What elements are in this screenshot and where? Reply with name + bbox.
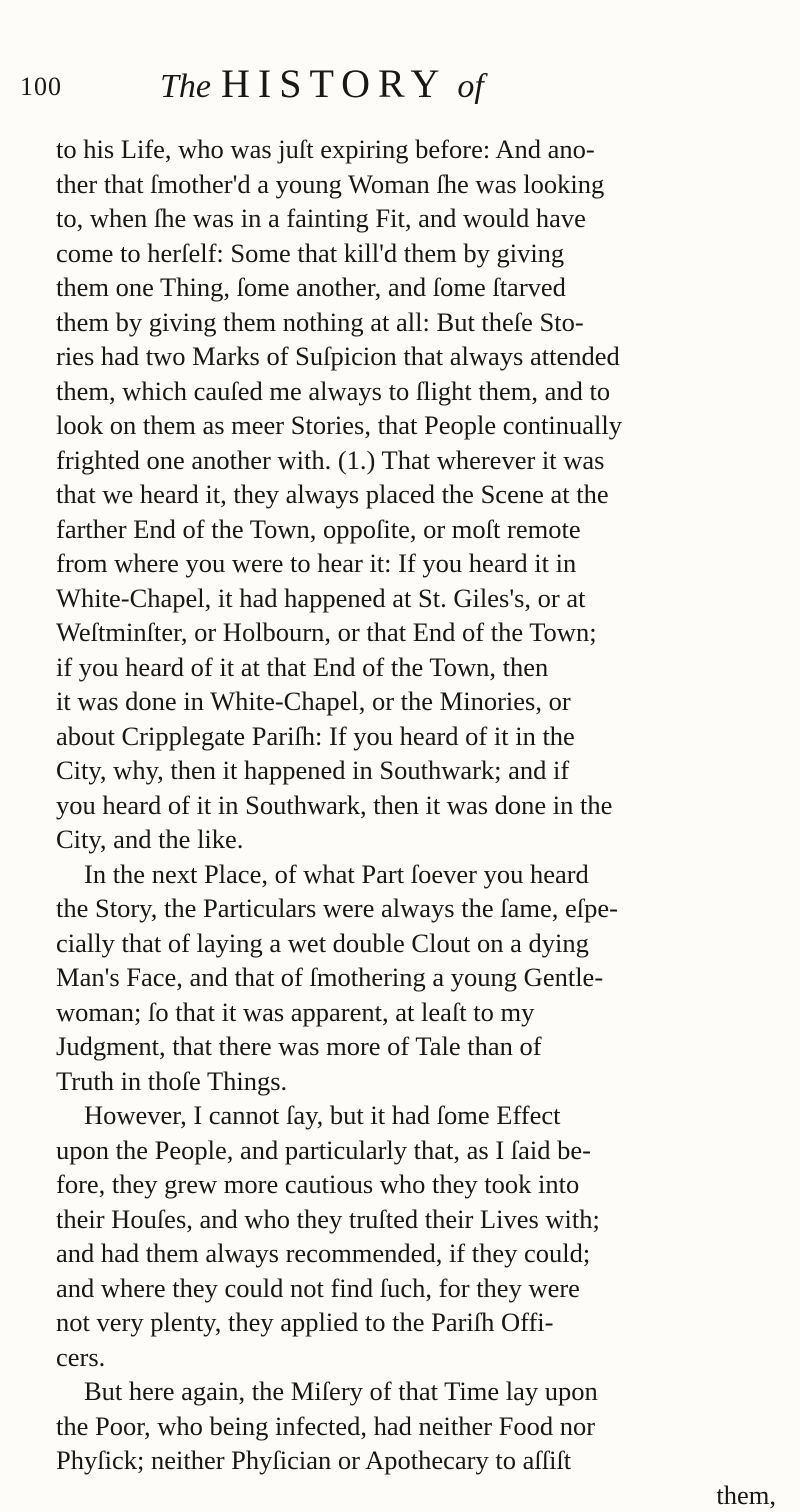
page-header [20, 54, 720, 114]
text-line: ther that ſmother'd a young Woman ſhe was looking [56, 167, 798, 202]
text-line: their Houſes, and who they truſted their Lives with; [56, 1202, 798, 1237]
text-line: cially that of laying a wet double Clout on a dying [56, 926, 798, 961]
text-line: them, which cauſed me always to ſlight them, and to [56, 374, 798, 409]
text-line: cers. [56, 1340, 798, 1375]
page-number: 100 [20, 72, 62, 102]
text-line: them by giving them nothing at all: But theſe Sto- [56, 305, 798, 340]
text-line: that we heard it, they always placed the Scene at the [56, 477, 798, 512]
text-line: come to herſelf: Some that kill'd them by giving [56, 236, 798, 271]
text-line: them one Thing, ſome another, and ſome ſtarved [56, 270, 798, 305]
text-line: it was done in White-Chapel, or the Minories, or [56, 684, 798, 719]
text-line: to his Life, who was juſt expiring before: And ano- [56, 132, 798, 167]
text-line: Truth in thoſe Things. [56, 1064, 798, 1099]
text-line: Judgment, that there was more of Tale than of [56, 1029, 798, 1064]
text-line: look on them as meer Stories, that People continually [56, 408, 798, 443]
running-head-the: The [160, 68, 211, 105]
text-line: not very plenty, they applied to the Pariſh Offi- [56, 1305, 798, 1340]
text-line: you heard of it in Southwark, then it was done in the [56, 788, 798, 823]
body-text [56, 132, 798, 1512]
text-line: frighted one another with. (1.) That wherever it was [56, 443, 798, 478]
text-line: woman; ſo that it was apparent, at leaſt to my [56, 995, 798, 1030]
running-head [160, 60, 484, 107]
text-line: Phyſick; neither Phyſician or Apothecary to aſſiſt [56, 1443, 798, 1478]
text-line: However, I cannot ſay, but it had ſome Effect [56, 1098, 798, 1133]
text-line: farther End of the Town, oppoſite, or moſt remote [56, 512, 798, 547]
text-line: and where they could not find ſuch, for they were [56, 1271, 798, 1306]
text-line: ries had two Marks of Suſpicion that always attended [56, 339, 798, 374]
text-line: City, and the like. [56, 822, 798, 857]
text-line: White-Chapel, it had happened at St. Giles's, or at [56, 581, 798, 616]
text-line: Man's Face, and that of ſmothering a young Gentle- [56, 960, 798, 995]
text-line: about Cripplegate Pariſh: If you heard of it in the [56, 719, 798, 754]
text-line: from where you were to hear it: If you heard it in [56, 546, 798, 581]
text-line: the Story, the Particulars were always the ſame, eſpe- [56, 891, 798, 926]
text-line: fore, they grew more cautious who they took into [56, 1167, 798, 1202]
text-line: In the next Place, of what Part ſoever you heard [56, 857, 798, 892]
text-line: and had them always recommended, if they could; [56, 1236, 798, 1271]
text-line: to, when ſhe was in a fainting Fit, and would have [56, 201, 798, 236]
text-line: upon the People, and particularly that, as I ſaid be- [56, 1133, 798, 1168]
text-line: the Poor, who being infected, had neither Food nor [56, 1409, 798, 1444]
text-line: if you heard of it at that End of the Town, then [56, 650, 798, 685]
text-line: City, why, then it happened in Southwark; and if [56, 753, 798, 788]
running-head-of: of [457, 68, 483, 105]
text-line: Weſtminſter, or Holbourn, or that End of the Town; [56, 615, 798, 650]
running-head-history: HISTORY [221, 61, 447, 106]
catchword: them, [56, 1478, 798, 1512]
text-line: But here again, the Miſery of that Time lay upon [56, 1374, 798, 1409]
